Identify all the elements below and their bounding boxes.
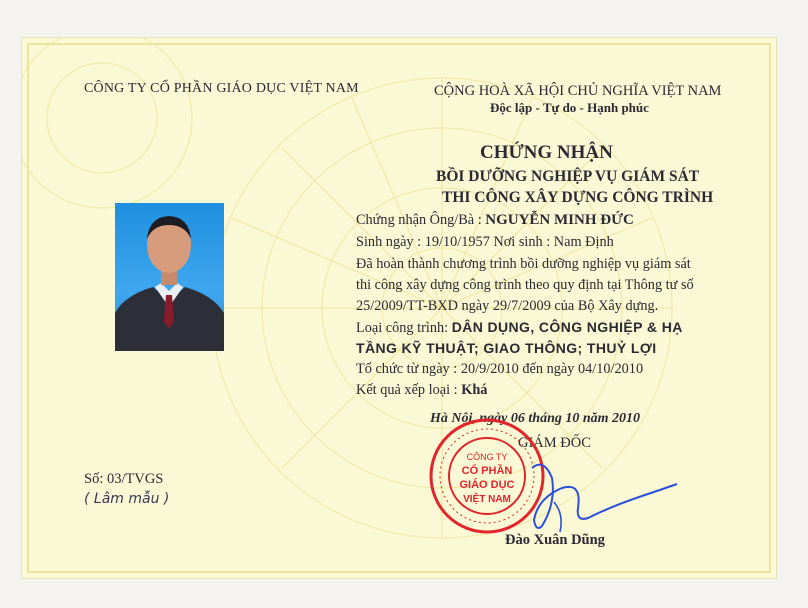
certificate — [22, 38, 776, 578]
certificate-title: CHỨNG NHẬN — [480, 142, 613, 163]
completion-text-1: Đã hoàn thành chương trình bồi dưỡng nghiệp vụ giám sát — [356, 256, 691, 272]
project-type-line — [356, 319, 683, 337]
national-motto: Độc lập - Tự do - Hạnh phúc — [490, 100, 649, 115]
handwritten-note: ( Lâm mẫu ) — [84, 491, 170, 507]
holder-label: Chứng nhận Ông/Bà : — [356, 212, 486, 228]
seal-line-2: CỔ PHẦN — [461, 465, 513, 477]
certificate-number: Số: 03/TVGS — [84, 471, 164, 487]
birth-info: Sinh ngày : 19/10/1957 Nơi sinh : Nam Định — [356, 234, 614, 250]
holder-photo — [115, 203, 224, 351]
project-type-value: DÂN DỤNG, CÔNG NGHIỆP & HẠ — [451, 319, 683, 335]
holder-line — [356, 212, 634, 229]
project-type-label: Loại công trình: — [356, 320, 452, 336]
organization-name: CÔNG TY CỔ PHẦN GIÁO DỤC VIỆT NAM — [84, 81, 359, 96]
nation-name: CỘNG HOÀ XÃ HỘI CHỦ NGHĨA VIỆT NAM — [434, 83, 722, 99]
holder-name: NGUYỄN MINH ĐỨC — [485, 212, 634, 228]
seal-line-4: VIỆT NAM — [463, 494, 511, 505]
issue-date: Hà Nội, ngày 06 tháng 10 năm 2010 — [430, 411, 641, 426]
seal-line-3: GIÁO DỤC — [459, 479, 515, 491]
seal-line-1: CÔNG TY — [466, 452, 508, 462]
signer-name: Đào Xuân Dũng — [505, 532, 605, 548]
result-line — [356, 382, 487, 399]
certificate-subtitle-1: BỒI DƯỠNG NGHIỆP VỤ GIÁM SÁT — [436, 168, 700, 185]
certificate-subtitle-2: THI CÔNG XÂY DỰNG CÔNG TRÌNH — [442, 189, 714, 206]
result-label: Kết quả xếp loại : — [356, 382, 462, 398]
director-title: GIÁM ĐỐC — [518, 435, 591, 451]
project-type-value-2: TẦNG KỸ THUẬT; GIAO THÔNG; THUỶ LỢI — [356, 340, 657, 356]
completion-text-3: 25/2009/TT-BXD ngày 29/7/2009 của Bộ Xây dựng. — [356, 298, 659, 314]
completion-text-2: thi công xây dựng công trình theo quy định tại Thông tư số — [356, 277, 694, 293]
course-period: Tổ chức từ ngày : 20/9/2010 đến ngày 04/10/2010 — [356, 361, 644, 377]
result-value: Khá — [461, 382, 488, 398]
